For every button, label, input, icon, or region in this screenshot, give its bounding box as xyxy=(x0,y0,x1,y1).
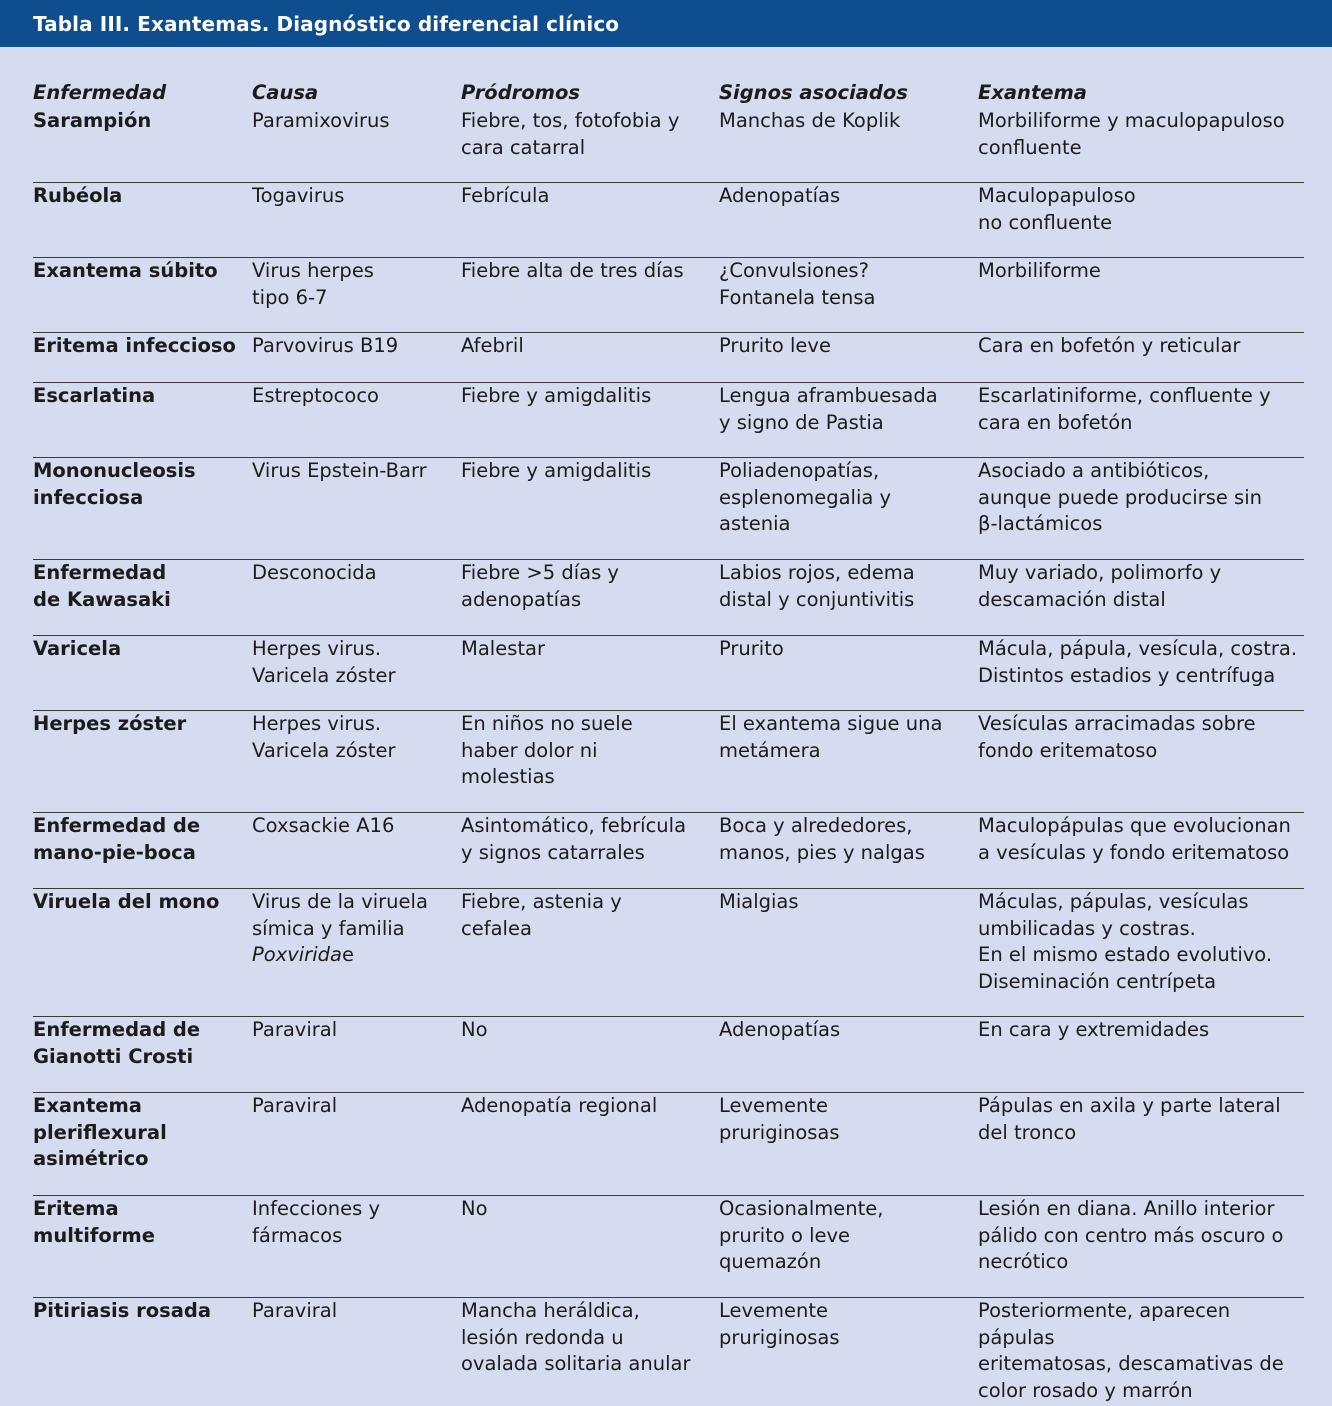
cell-rash: Pápulas en axila y parte lateral del tronco xyxy=(978,1094,1281,1144)
cell-prodromes: En niños no suele haber dolor ni molestias xyxy=(461,712,633,789)
cell-rash: Cara en bofetón y reticular xyxy=(978,334,1241,357)
cell-prodromes: No xyxy=(461,1197,488,1220)
cell-rash: Muy variado, polimorfo y descamación distal xyxy=(978,561,1222,611)
differential-diagnosis-table xyxy=(33,47,1304,1406)
cell-associated-signs: ¿Convulsiones? Fontanela tensa xyxy=(719,259,876,309)
cell-prodromes: Adenopatía regional xyxy=(461,1094,658,1117)
cell-disease: Varicela xyxy=(33,637,122,660)
cell-rash: Maculopapuloso no confluente xyxy=(978,184,1136,234)
table-row xyxy=(33,383,1304,458)
cell-disease: Herpes zóster xyxy=(33,712,187,735)
cell-associated-signs: Levemente pruriginosas xyxy=(719,1299,840,1349)
cell-disease: Enfermedad de Kawasaki xyxy=(33,561,171,611)
cell-prodromes: Fiebre y amigdalitis xyxy=(461,384,652,407)
cell-disease: Enfermedad de Gianotti Crosti xyxy=(33,1018,201,1068)
cell-associated-signs: Prurito leve xyxy=(719,334,831,357)
cell-disease: Exantema pleriflexural asimétrico xyxy=(33,1094,167,1171)
cell-disease: Rubéola xyxy=(33,184,123,207)
cell-cause: Parvovirus B19 xyxy=(252,334,399,357)
cell-cause: Virus herpes tipo 6-7 xyxy=(252,259,374,309)
table-header-row xyxy=(33,47,1304,108)
table-row xyxy=(33,458,1304,560)
cell-rash: Morbiliforme xyxy=(978,259,1101,282)
cell-rash: Morbiliforme y maculopapuloso confluente xyxy=(978,109,1285,159)
table-title: Tabla III. Exantemas. Diagnóstico diferencial clínico xyxy=(33,11,620,36)
cell-prodromes: Fiebre alta de tres días xyxy=(461,259,684,282)
table-row xyxy=(33,108,1304,183)
cell-rash: Lesión en diana. Anillo interior pálido con centro más oscuro o necrótico xyxy=(978,1197,1284,1274)
cell-rash: Vesículas arracimadas sobre fondo eritematoso xyxy=(978,712,1256,762)
cell-disease: Viruela del mono xyxy=(33,890,220,913)
cell-associated-signs: Levemente pruriginosas xyxy=(719,1094,840,1144)
cell-rash: Máculas, pápulas, vesículas umbilicadas y costras. En el mismo estado evolutivo. Diseminación centrípeta xyxy=(978,890,1273,993)
cell-associated-signs: Adenopatías xyxy=(719,1018,841,1041)
table-row xyxy=(33,183,1304,258)
cell-cause: Paraviral xyxy=(252,1018,338,1041)
cell-cause: Estreptococo xyxy=(252,384,379,407)
table-row xyxy=(33,1298,1304,1406)
cell-disease: Escarlatina xyxy=(33,384,156,407)
table-row xyxy=(33,1017,1304,1093)
cell-associated-signs: Adenopatías xyxy=(719,184,841,207)
table-row xyxy=(33,636,1304,711)
cell-associated-signs: Ocasionalmente, prurito o leve quemazón xyxy=(719,1197,884,1274)
table-row xyxy=(33,711,1304,813)
cell-disease: Enfermedad de mano-pie-boca xyxy=(33,814,201,864)
cell-disease: Eritema multiforme xyxy=(33,1197,155,1247)
cell-associated-signs: El exantema sigue una metámera xyxy=(719,712,943,762)
cell-associated-signs: Labios rojos, edema distal y conjuntivitis xyxy=(719,561,915,611)
cell-cause: Paraviral xyxy=(252,1094,338,1117)
cell-associated-signs: Prurito xyxy=(719,637,784,660)
cell-associated-signs: Manchas de Koplik xyxy=(719,109,901,132)
cell-rash: Escarlatiniforme, confluente y cara en bofetón xyxy=(978,384,1271,434)
cell-cause: Herpes virus. Varicela zóster xyxy=(252,637,396,687)
cell-prodromes: Febrícula xyxy=(461,184,550,207)
cell-rash: Mácula, pápula, vesícula, costra. Distintos estadios y centrífuga xyxy=(978,637,1298,687)
cell-rash: Asociado a antibióticos, aunque puede producirse sin β-lactámicos xyxy=(978,459,1262,536)
header-prodromos: Pródromos xyxy=(461,81,580,105)
cell-prodromes: Fiebre y amigdalitis xyxy=(461,459,652,482)
table-row xyxy=(33,560,1304,636)
cell-prodromes: Fiebre >5 días y adenopatías xyxy=(461,561,619,611)
cell-prodromes: Fiebre, tos, fotofobia y cara catarral xyxy=(461,109,680,159)
table-row xyxy=(33,1196,1304,1298)
header-causa: Causa xyxy=(252,81,319,105)
table-row xyxy=(33,889,1304,1017)
cell-disease: Pitiriasis rosada xyxy=(33,1299,212,1322)
cell-rash: Posteriormente, aparecen pápulas eritematosas, descamativas de color rosado y marrón xyxy=(978,1299,1284,1402)
cell-cause: Paramixovirus xyxy=(252,109,390,132)
cell-associated-signs: Mialgias xyxy=(719,890,799,913)
table-row xyxy=(33,258,1304,333)
cell-prodromes: Malestar xyxy=(461,637,545,660)
header-enfermedad: Enfermedad xyxy=(33,81,167,105)
cell-disease: Sarampión xyxy=(33,109,152,132)
cell-disease: Mononucleosis infecciosa xyxy=(33,459,196,509)
cell-rash: En cara y extremidades xyxy=(978,1018,1210,1041)
table-row xyxy=(33,333,1304,383)
cell-cause: Infecciones y fármacos xyxy=(252,1197,381,1247)
cell-cause: Herpes virus. Varicela zóster xyxy=(252,712,396,762)
cell-prodromes: Fiebre, astenia y cefalea xyxy=(461,890,622,940)
header-exantema: Exantema xyxy=(978,81,1087,105)
cell-cause: Desconocida xyxy=(252,561,377,584)
cell-prodromes: Asintomático, febrícula y signos catarrales xyxy=(461,814,687,864)
cell-rash: Maculopápulas que evolucionan a vesículas y fondo eritematoso xyxy=(978,814,1291,864)
cell-cause: Virus de la viruela símica y familia Poxviridae xyxy=(252,890,428,967)
cell-disease: Eritema infeccioso xyxy=(33,334,236,357)
cell-cause: Paraviral xyxy=(252,1299,338,1322)
cell-prodromes: Afebril xyxy=(461,334,524,357)
table-row xyxy=(33,813,1304,889)
cell-prodromes: Mancha heráldica, lesión redonda u ovalada solitaria anular xyxy=(461,1299,691,1376)
cell-associated-signs: Poliadenopatías, esplenomegalia y astenia xyxy=(719,459,892,536)
table-body xyxy=(33,108,1304,1406)
cell-prodromes: No xyxy=(461,1018,488,1041)
italic-taxon: Poxvirida xyxy=(252,943,342,967)
cell-associated-signs: Lengua aframbuesada y signo de Pastia xyxy=(719,384,938,434)
table-row xyxy=(33,1093,1304,1196)
table-title-bar xyxy=(0,0,1332,47)
cell-cause: Virus Epstein-Barr xyxy=(252,459,427,482)
header-signos-asociados: Signos asociados xyxy=(719,81,908,105)
cell-cause: Coxsackie A16 xyxy=(252,814,395,837)
cell-associated-signs: Boca y alrededores, manos, pies y nalgas xyxy=(719,814,925,864)
cell-cause: Togavirus xyxy=(252,184,345,207)
cell-disease: Exantema súbito xyxy=(33,259,218,282)
